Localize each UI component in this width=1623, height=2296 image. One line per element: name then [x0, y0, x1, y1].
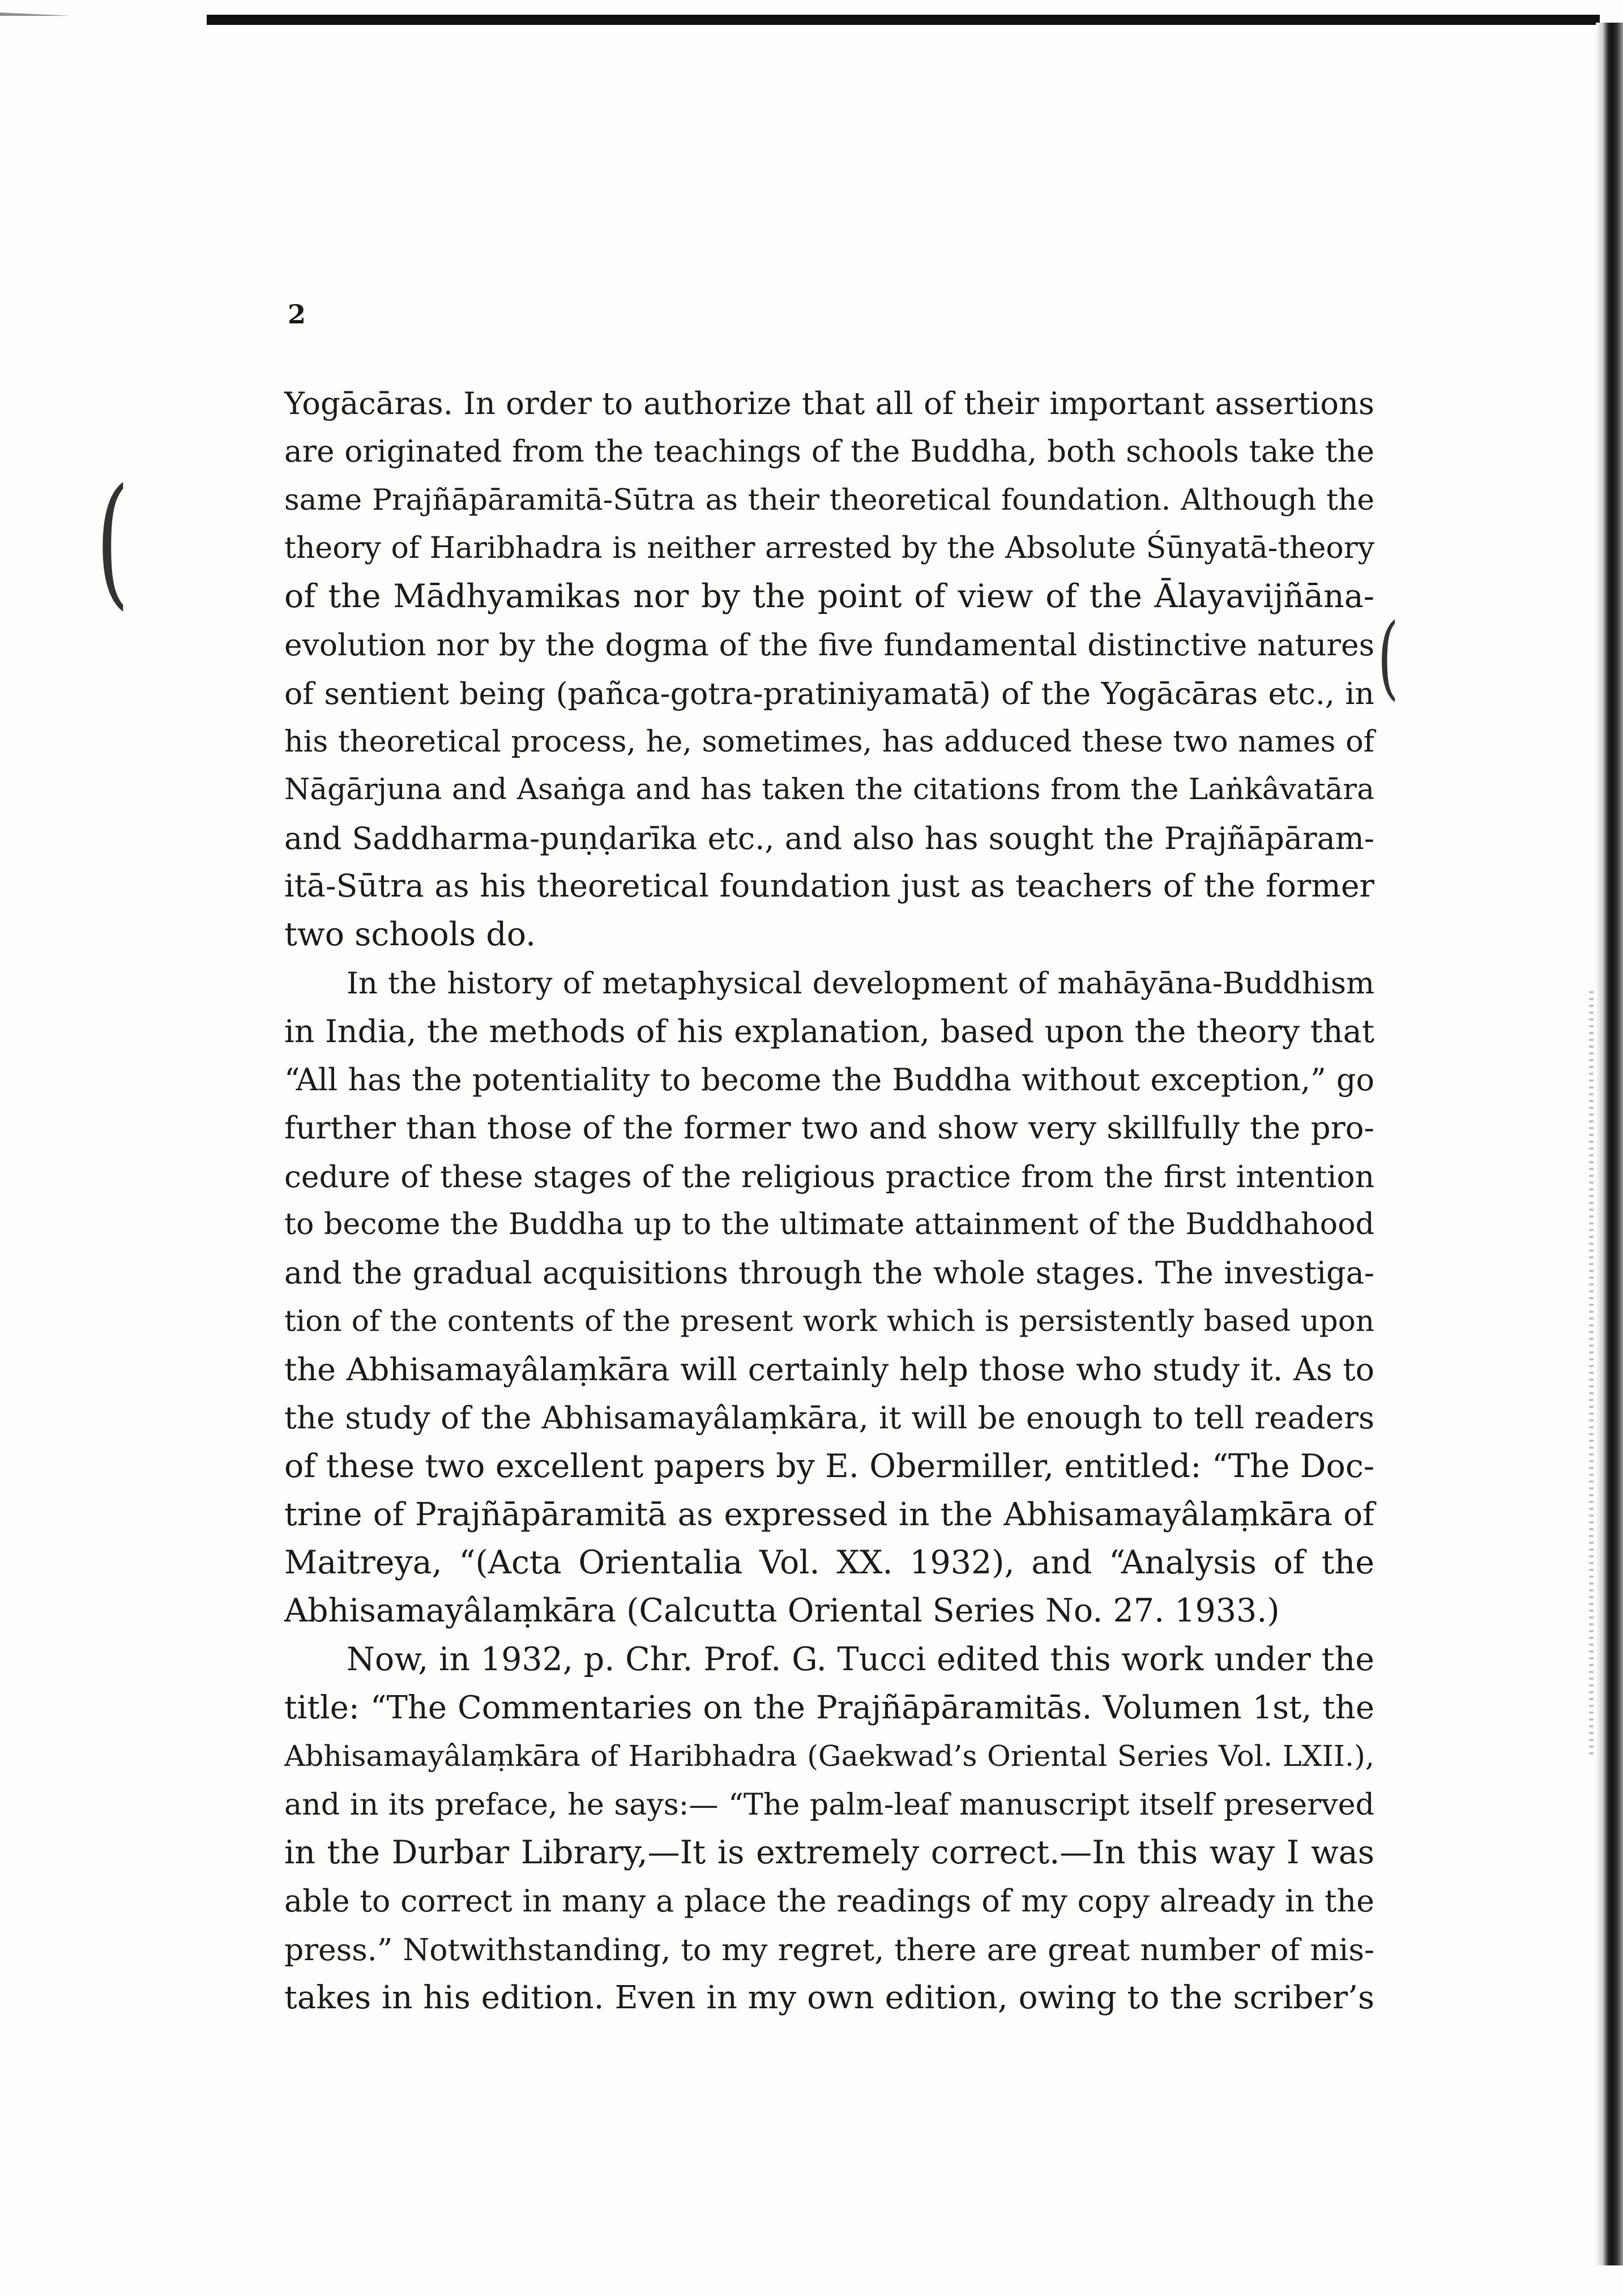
margin-bracket-right: ( [1377, 604, 1399, 710]
text-line: two schools do. [284, 916, 536, 954]
text-line: Maitreya, “(Acta Orientalia Vol. XX. 1932), and “Analysis of the [284, 1544, 1374, 1582]
text-line: and in its preface, he says:— “The palm-leaf manuscript itself preserved [284, 1787, 1374, 1822]
text-line: of these two excellent papers by E. Obermiller, entitled: “The Doc- [284, 1447, 1374, 1485]
text-line: of the Mādhyamikas nor by the point of view of the Ālayavijñāna- [284, 578, 1374, 616]
text-line: tion of the contents of the present work which is persistently based upon [284, 1304, 1374, 1338]
margin-bracket-left: ( [96, 458, 130, 623]
text-line: his theoretical process, he, sometimes, has adduced these two names of [284, 724, 1374, 759]
scan-right-border [1596, 23, 1623, 2265]
scan-edge-artifact [0, 12, 142, 29]
text-line: In the history of metaphysical development of mahāyāna-Buddhism [347, 966, 1374, 1001]
text-line: same Prajñāpāramitā-Sūtra as their theoretical foundation. Although the [284, 483, 1374, 517]
text-line: in India, the methods of his explanation, based upon the theory that [284, 1013, 1374, 1050]
text-line: press.” Notwithstanding, to my regret, there are great number of mis- [284, 1931, 1374, 1968]
text-line: title: “The Commentaries on the Prajñāpāramitās. Volumen 1st, the [284, 1689, 1374, 1727]
text-line: the Abhisamayâlaṃkāra will certainly help those who study it. As to [284, 1351, 1374, 1388]
text-line: takes in his edition. Even in my own edition, owing to the scriber’s [284, 1979, 1374, 2016]
text-line: Now, in 1932, p. Chr. Prof. G. Tucci edited this work under the [347, 1640, 1374, 1678]
page-number: 2 [288, 299, 306, 330]
text-line: the study of the Abhisamayâlaṃkāra, it will be enough to tell readers [284, 1399, 1374, 1436]
body-text [284, 379, 1374, 2022]
text-line: and the gradual acquisitions through the whole stages. The investiga- [284, 1255, 1374, 1291]
text-line: in the Durbar Library,—It is extremely correct.—In this way I was [284, 1833, 1374, 1871]
text-line: of sentient being (pañca-gotra-pratiniyamatā) of the Yogācāras etc., in [284, 675, 1374, 711]
text-line: to become the Buddha up to the ultimate attainment of the Buddhahood [284, 1207, 1374, 1242]
text-line: itā-Sūtra as his theoretical foundation just as teachers of the former [284, 868, 1374, 904]
text-line: Abhisamayâlaṃkāra (Calcutta Oriental Series No. 27. 1933.) [284, 1592, 1280, 1630]
text-line: able to correct in many a place the readings of my copy already in the [284, 1883, 1374, 1919]
text-line: trine of Prajñāpāramitā as expressed in the Abhisamayâlaṃkāra of [284, 1496, 1374, 1533]
scan-top-border [207, 15, 1600, 25]
scan-right-shadow [1589, 991, 1594, 1756]
text-line: Yogācāras. In order to authorize that all of their important assertions [284, 385, 1374, 421]
text-line: are originated from the teachings of the Buddha, both schools take the [284, 434, 1374, 470]
text-line: further than those of the former two and show very skillfully the pro- [284, 1109, 1374, 1146]
text-line: evolution nor by the dogma of the five fundamental distinctive natures [284, 627, 1374, 663]
text-line: cedure of these stages of the religious practice from the first intention [284, 1158, 1374, 1194]
text-line: “All has the potentiality to become the Buddha without exception,” go [284, 1062, 1374, 1098]
text-line: Nāgārjuna and Asaṅga and has taken the citations from the Laṅkâvatāra [284, 773, 1374, 807]
text-line: and Saddharma-puṇḍarīka etc., and also has sought the Prajñāpāram- [284, 820, 1374, 856]
text-line: Abhisamayâlaṃkāra of Haribhadra (Gaekwad’s Oriental Series Vol. LXII.), [284, 1739, 1374, 1773]
text-line: theory of Haribhadra is neither arrested by the Absolute Śūnyatā-theory [284, 531, 1374, 565]
